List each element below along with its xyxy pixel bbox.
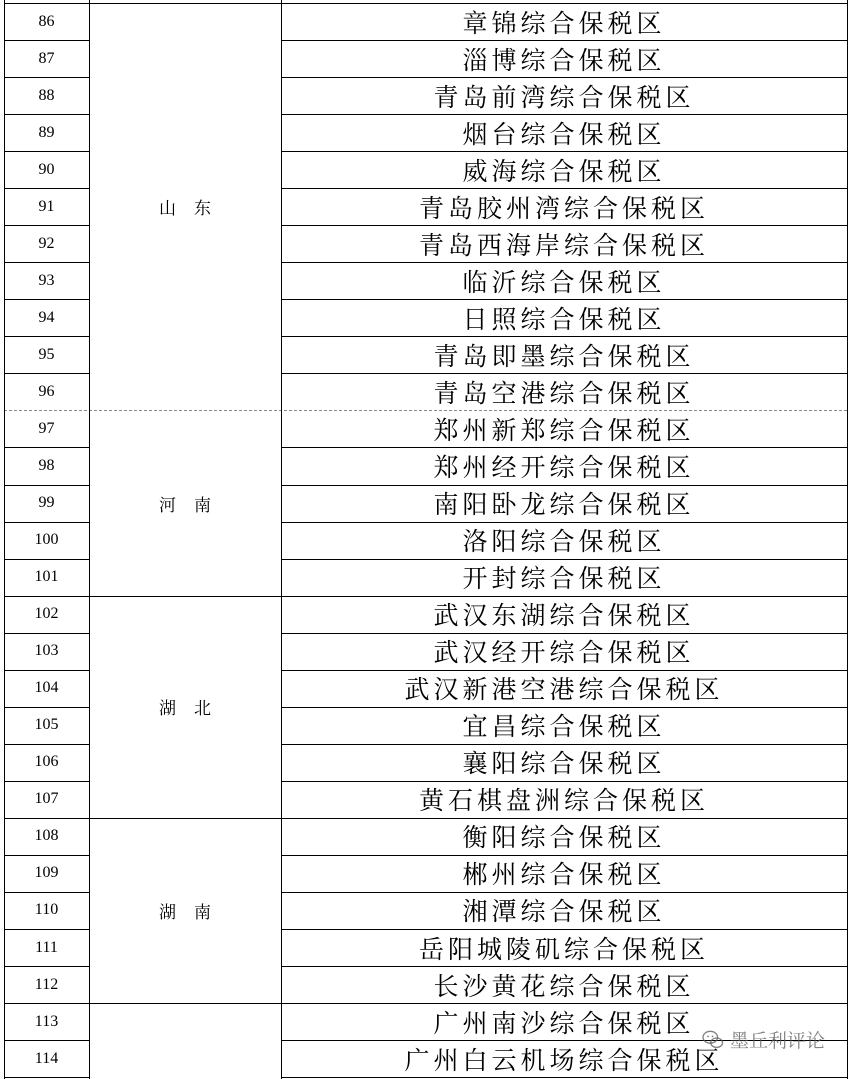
row-number: 92	[38, 234, 55, 252]
zone-name: 武汉经开综合保税区	[433, 638, 695, 668]
zone-name: 襄阳综合保税区	[462, 749, 666, 779]
zone-name: 岳阳城陵矶综合保税区	[418, 934, 709, 964]
zone-name: 淄博综合保税区	[462, 45, 666, 75]
row-divider	[281, 633, 847, 634]
row-number: 101	[34, 568, 59, 586]
row-divider	[4, 892, 89, 893]
row-divider	[281, 225, 847, 226]
zone-name: 郑州经开综合保税区	[433, 452, 695, 482]
row-divider	[4, 670, 89, 671]
row-divider	[281, 781, 847, 782]
zone-name: 烟台综合保税区	[462, 119, 666, 149]
row-number: 87	[38, 49, 55, 67]
row-number: 108	[34, 827, 59, 845]
row-divider	[281, 559, 847, 560]
row-divider	[4, 3, 847, 4]
row-number: 88	[38, 86, 55, 104]
row-divider	[4, 929, 89, 930]
column-divider	[89, 0, 90, 1079]
row-divider	[4, 262, 89, 263]
row-divider	[281, 966, 847, 967]
row-number: 91	[38, 197, 55, 215]
row-number: 110	[34, 901, 59, 919]
row-divider	[281, 299, 847, 300]
row-divider	[4, 225, 89, 226]
zone-name: 日照综合保税区	[462, 304, 666, 334]
row-divider	[4, 1077, 89, 1078]
row-divider	[281, 114, 847, 115]
row-divider	[281, 485, 847, 486]
row-number: 113	[34, 1012, 59, 1030]
row-divider	[281, 77, 847, 78]
zone-name: 郴州综合保税区	[462, 860, 666, 890]
province-divider	[4, 818, 847, 819]
row-divider	[281, 151, 847, 152]
zone-name: 长沙黄花综合保税区	[433, 971, 695, 1001]
column-divider	[4, 0, 5, 1079]
row-divider	[281, 1077, 847, 1078]
zone-name: 郑州新郑综合保税区	[433, 415, 695, 445]
zone-name: 湘潭综合保税区	[462, 897, 666, 927]
zone-name: 武汉东湖综合保税区	[433, 601, 695, 631]
row-divider	[4, 744, 89, 745]
row-number: 95	[38, 345, 55, 363]
row-number: 98	[38, 456, 55, 474]
watermark	[702, 1026, 825, 1053]
wechat-icon	[702, 1030, 724, 1050]
row-number: 103	[34, 642, 59, 660]
row-number: 106	[34, 753, 59, 771]
row-divider	[281, 336, 847, 337]
row-divider	[4, 781, 89, 782]
row-divider	[4, 447, 89, 448]
row-divider	[281, 855, 847, 856]
zone-name: 开封综合保税区	[462, 564, 666, 594]
row-number: 96	[38, 382, 55, 400]
bonded-zone-table	[4, 0, 847, 1079]
row-divider	[281, 373, 847, 374]
province-divider	[4, 1003, 847, 1004]
row-number: 97	[38, 419, 55, 437]
row-divider	[281, 40, 847, 41]
province-name: 湖北	[159, 699, 229, 720]
row-divider	[4, 559, 89, 560]
row-number: 104	[34, 679, 59, 697]
zone-name: 洛阳综合保税区	[462, 527, 666, 557]
province-divider	[4, 596, 847, 597]
row-number: 99	[38, 494, 55, 512]
zone-name: 青岛空港综合保税区	[433, 378, 695, 408]
zone-name: 南阳卧龙综合保税区	[433, 490, 695, 520]
zone-name: 武汉新港空港综合保税区	[404, 675, 724, 705]
row-number: 107	[34, 790, 59, 808]
row-divider	[281, 892, 847, 893]
row-divider	[4, 151, 89, 152]
row-number: 112	[34, 975, 59, 993]
zone-name: 广州南沙综合保税区	[433, 1008, 695, 1038]
row-divider	[4, 855, 89, 856]
row-divider	[281, 188, 847, 189]
row-number: 93	[38, 271, 55, 289]
row-divider	[4, 373, 89, 374]
zone-name: 黄石棋盘洲综合保税区	[418, 786, 709, 816]
row-divider	[281, 522, 847, 523]
row-divider	[4, 633, 89, 634]
row-number: 114	[34, 1049, 59, 1067]
row-divider	[4, 1040, 89, 1041]
province-name	[89, 1003, 281, 1077]
column-divider	[847, 0, 848, 1079]
row-number: 90	[38, 160, 55, 178]
row-divider	[4, 485, 89, 486]
row-number: 100	[34, 531, 59, 549]
row-divider	[4, 966, 89, 967]
province-name: 河南	[159, 495, 229, 516]
row-divider	[4, 40, 89, 41]
province-name: 湖南	[159, 902, 229, 923]
row-number: 109	[34, 864, 59, 882]
row-divider	[4, 114, 89, 115]
row-divider	[4, 188, 89, 189]
row-number: 102	[34, 605, 59, 623]
row-divider	[4, 522, 89, 523]
row-divider	[4, 299, 89, 300]
zone-name: 威海综合保税区	[462, 156, 666, 186]
row-divider	[281, 670, 847, 671]
row-number: 89	[38, 123, 55, 141]
zone-name: 衡阳综合保税区	[462, 823, 666, 853]
province-name: 山东	[159, 199, 229, 220]
zone-name: 青岛胶州湾综合保税区	[418, 193, 709, 223]
zone-name: 青岛西海岸综合保税区	[418, 230, 709, 260]
row-divider	[281, 707, 847, 708]
row-divider	[4, 707, 89, 708]
row-divider	[4, 336, 89, 337]
row-number: 94	[38, 308, 55, 326]
row-divider	[281, 744, 847, 745]
zone-name: 章锦综合保税区	[462, 8, 666, 38]
row-divider	[4, 77, 89, 78]
row-number: 105	[34, 716, 59, 734]
zone-name: 宜昌综合保税区	[462, 712, 666, 742]
row-divider	[281, 929, 847, 930]
zone-name: 青岛即墨综合保税区	[433, 341, 695, 371]
watermark-text: 墨丘利评论	[729, 1030, 825, 1052]
zone-name: 青岛前湾综合保税区	[433, 82, 695, 112]
zone-name: 广州白云机场综合保税区	[404, 1045, 724, 1075]
row-divider	[281, 262, 847, 263]
row-number: 86	[38, 12, 55, 30]
row-number: 111	[35, 938, 58, 956]
zone-name: 临沂综合保税区	[462, 267, 666, 297]
row-divider	[281, 447, 847, 448]
column-divider	[281, 0, 282, 1079]
province-divider	[4, 410, 847, 411]
